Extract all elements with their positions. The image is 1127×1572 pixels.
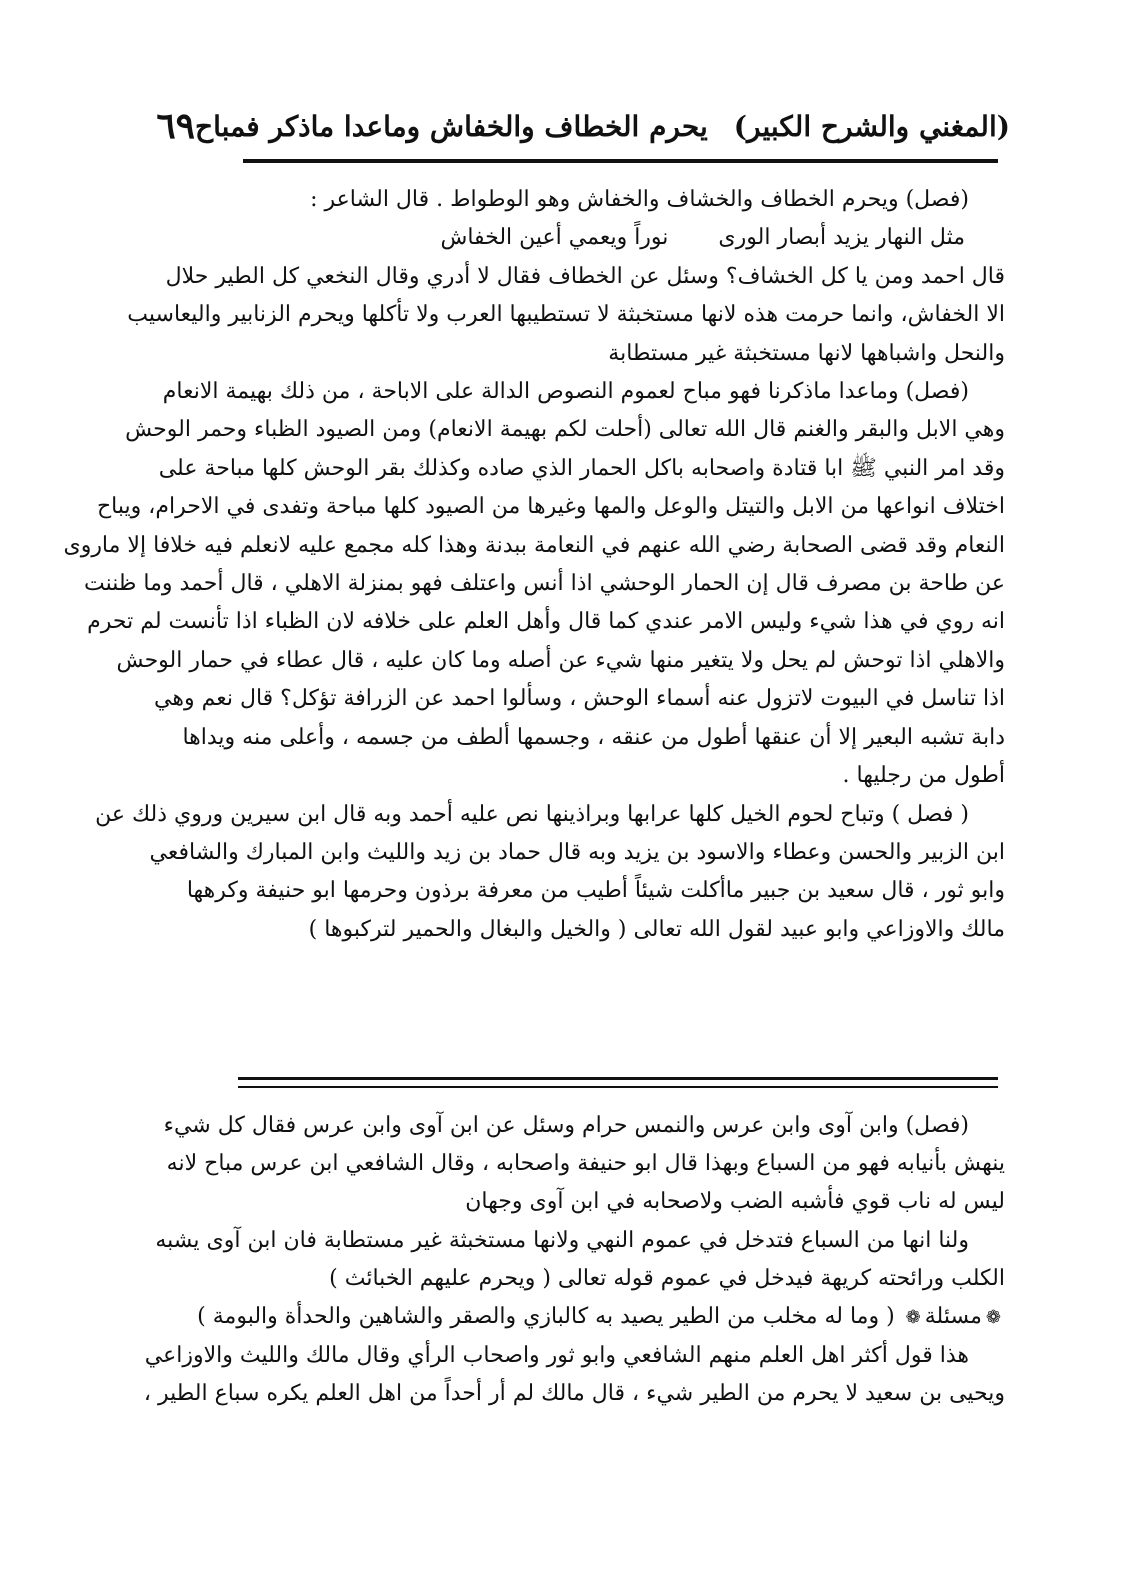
verse-hemistich-first: مثل النهار يزيد أبصار الورى <box>718 225 965 251</box>
text-line: ليس له ناب قوي فأشبه الضب ولاصحابه في ابن آوى وجهان <box>465 1189 1005 1215</box>
text-line: أطول من رجليها . <box>842 763 1005 789</box>
text-line: الا الخفاش، وانما حرمت هذه لانها مستخبثة لا تستطيبها العرب ولا تأكلها ويحرم الزنابير واليعاسيب <box>127 302 1005 328</box>
main-text <box>63 181 1005 949</box>
lower-text <box>143 1107 1005 1414</box>
book-title: (المغني والشرح الكبير) <box>733 109 1010 143</box>
text-line: انه روي في هذا شيء وليس الامر عندي كما قال وأهل العلم على خلافه لان الظباء اذا تأنست لم تحرم <box>87 609 1005 635</box>
text-line: ابن الزبير والحسن وعطاء والاسود بن يزيد وبه قال حماد بن زيد والليث وابن المبارك والشافعي <box>149 839 1005 865</box>
running-head: يحرم الخطاف والخفاش وماعدا ماذكر فمباح <box>195 109 708 143</box>
text-line: هذا قول أكثر اهل العلم منهم الشافعي وابو ثور واصحاب الرأي وقال مالك والليث والاوزاعي <box>144 1343 969 1369</box>
text-line: وهي الابل والبقر والغنم قال الله تعالى (أحلت لكم بهيمة الانعام) ومن الصيود الظباء وحمر الوحش <box>125 417 1005 443</box>
text-line: (فصل) وابن آوى وابن عرس والنمس حرام وسئل عن ابن آوى وابن عرس فقال كل شيء <box>163 1113 969 1138</box>
text-line: عن طاحة بن مصرف قال إن الحمار الوحشي اذا أنس واعتلف فهو بمنزلة الاهلي ، قال أحمد وما ظننت <box>84 571 1005 597</box>
text-line: ولنا انها من السباع فتدخل في عموم النهي ولانها مستخبثة غير مستطابة فان ابن آوى يشبه <box>155 1227 969 1253</box>
text-line: قال احمد ومن يا كل الخشاف؟ وسئل عن الخطاف فقال لا أدري وقال النخعي كل الطير حلال <box>165 263 1005 289</box>
text-line: (فصل) وماعدا ماذكرنا فهو مباح لعموم النصوص الدالة على الاباحة ، من ذلك بهيمة الانعام <box>162 379 969 405</box>
text-line: مالك والاوزاعي وابو عبيد لقول الله تعالى ( والخيل والبغال والحمير لتركبوها ) <box>308 916 1005 942</box>
page-header <box>156 100 1010 152</box>
text-line: ( فصل ) وتباح لحوم الخيل كلها عرابها وبراذينها نص عليه أحمد وبه قال ابن سيرين وروي ذلك عن <box>95 801 969 827</box>
masala-text: ( وما له مخلب من الطير يصيد به كالبازي والصقر والشاهين والحدأة والبومة ) <box>197 1304 895 1330</box>
text-line: اذا تناسل في البيوت لاتزول عنه أسماء الوحش ، وسألوا احمد عن الزرافة تؤكل؟ قال نعم وهي <box>154 686 1005 712</box>
header-rule <box>243 159 998 163</box>
text-line: وقد امر النبي ﷺ ابا قتادة واصحابه باكل الحمار الذي صاده وكذلك بقر الوحش كلها مباحة على <box>158 455 1005 481</box>
text-line: والنحل واشباهها لانها مستخبثة غير مستطابة <box>608 340 1005 366</box>
masala-line <box>197 1298 1005 1337</box>
text-line: النعام وقد قضى الصحابة رضي الله عنهم في النعامة ببدنة وهذا كله مجمع عليه لانعلم فيه خلافا إلا ماروى <box>63 532 1005 558</box>
masala-marker: مسئلة <box>924 1304 982 1330</box>
ornament-icon: ❁ <box>985 1307 1001 1329</box>
page-number: ٦٩ <box>156 105 196 147</box>
poem-verse <box>240 219 1005 257</box>
text-line: دابة تشبه البعير إلا أن عنقها أطول من عنقه ، وجسمها ألطف من جسمه ، وأعلى منه ويداها <box>182 724 1005 750</box>
text-line: (فصل) ويحرم الخطاف والخشاف والخفاش وهو الوطواط . قال الشاعر : <box>310 187 969 212</box>
text-line: اختلاف انواعها من الابل والتيتل والوعل والمها وغيرها من الصيود كلها مباحة وتفدى في الاحرام، ويباح <box>96 494 1005 520</box>
ornament-icon: ❁ <box>905 1307 921 1329</box>
section-divider-top <box>238 1077 998 1080</box>
text-line: ويحيى بن سعيد لا يحرم من الطير شيء ، قال مالك لم أر أحداً من اهل العلم يكره سباع الطير ، <box>143 1381 1005 1407</box>
text-line: وابو ثور ، قال سعيد بن جبير ماأكلت شيئاً أطيب من معرفة برذون وحرمها ابو حنيفة وكرهها <box>186 878 1005 904</box>
text-line: والاهلي اذا توحش لم يحل ولا يتغير منها شيء عن أصله وما كان عليه ، قال عطاء في حمار الوحش <box>116 647 1005 673</box>
verse-hemistich-second: نوراً ويعمي أعين الخفاش <box>440 225 669 251</box>
section-divider-bottom <box>238 1086 998 1088</box>
text-line: ينهش بأنيابه فهو من السباع وبهذا قال ابو حنيفة واصحابه ، وقال الشافعي ابن عرس مباح لانه <box>166 1151 1005 1177</box>
text-line: الكلب ورائحته كريهة فيدخل في عموم قوله تعالى ( ويحرم عليهم الخبائث ) <box>329 1265 1005 1291</box>
